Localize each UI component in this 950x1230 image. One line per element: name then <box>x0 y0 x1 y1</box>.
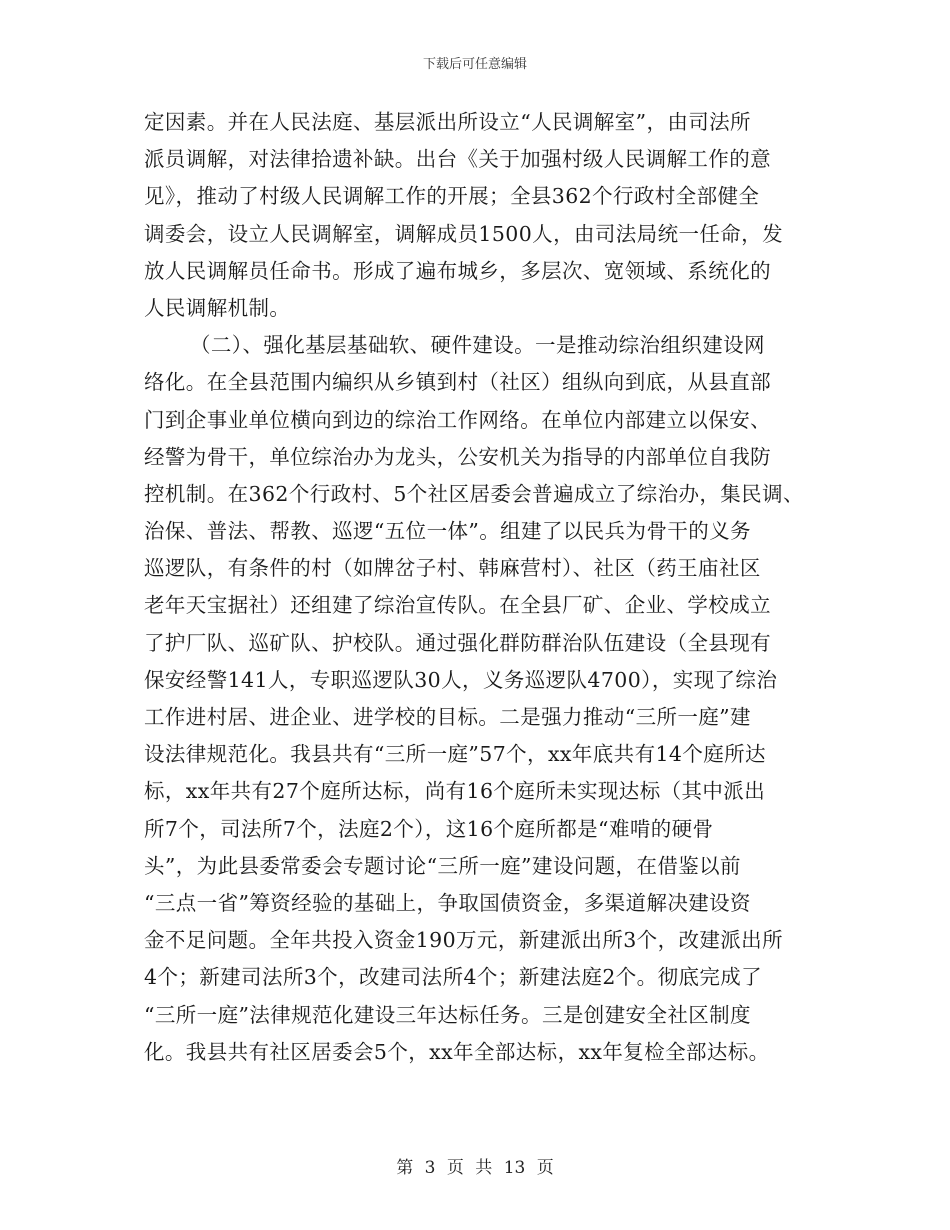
text-line: 经警为骨干，单位综治办为龙头，公安机关为指导的内部单位自我防 <box>144 444 771 469</box>
text-line: 人民调解机制。 <box>144 295 291 320</box>
text-line: 见》，推动了村级人民调解工作的开展；全县362个行政村全部健全 <box>144 184 760 209</box>
text-line: 控机制。在362个行政村、5个社区居委会普遍成立了综治办，集民调、 <box>144 481 804 506</box>
text-line: “三所一庭”法律规范化建设三年达标任务。三是创建安全社区制度 <box>144 1002 751 1027</box>
text-line: 派员调解，对法律拾遗补缺。出台《关于加强村级人民调解工作的意 <box>144 147 771 172</box>
text-line: 定因素。并在人民法庭、基层派出所设立“人民调解室”，由司法所 <box>144 110 751 134</box>
text-line: “三点一省”筹资经验的基础上，争取国债资金，多渠道解决建设资 <box>144 890 751 915</box>
text-line: 化。我县共有社区居委会5个，xx年全部达标，xx年复检全部达标。 <box>144 1039 770 1064</box>
text-line: 门到企事业单位横向到边的综治工作网络。在单位内部建立以保安、 <box>144 407 771 432</box>
text-line: 治保、普法、帮教、巡逻“五位一体”。组建了以民兵为骨干的义务 <box>144 519 751 544</box>
text-line: 巡逻队，有条件的村（如牌岔子村、韩麻营村）、社区（药王庙社区 <box>144 556 761 581</box>
text-line: 所7个，司法所7个，法庭2个），这16个庭所都是“难啃的硬骨 <box>144 816 714 841</box>
page-header: 下载后可任意编辑 <box>422 57 527 72</box>
text-line: 老年天宝据社）还组建了综治宣传队。在全县厂矿、企业、学校成立 <box>144 593 771 618</box>
page-number-footer: 第 3 页 共 13 页 <box>396 1158 554 1178</box>
paragraph-start-line: （二）、强化基层基础软、硬件建设。一是推动综治组织建设网 <box>190 333 765 358</box>
text-line: 调委会，设立人民调解室，调解成员1500人，由司法局统一任命，发 <box>144 221 783 246</box>
text-line: 工作进村居、进企业、进学校的目标。二是强力推动“三所一庭”建 <box>144 705 751 729</box>
text-line: 络化。在全县范围内编织从乡镇到村（社区）组纵向到底，从县直部 <box>144 370 771 395</box>
text-line: 4个；新建司法所3个，改建司法所4个；新建法庭2个。彻底完成了 <box>144 965 763 990</box>
text-line: 金不足问题。全年共投入资金190万元，新建派出所3个，改建派出所 <box>144 928 783 953</box>
text-line: 放人民调解员任命书。形成了遍布城乡，多层次、宽领域、系统化的 <box>144 258 771 283</box>
document-body <box>144 104 844 1071</box>
text-line: 设法律规范化。我县共有“三所一庭”57个，xx年底共有14个庭所达 <box>144 742 766 767</box>
text-line: 了护厂队、巡矿队、护校队。通过强化群防群治队伍建设（全县现有 <box>144 630 771 655</box>
text-line: 标，xx年共有27个庭所达标，尚有16个庭所未实现达标（其中派出 <box>144 779 766 804</box>
text-line: 保安经警141人，专职巡逻队30人，义务巡逻队4700），实现了综治 <box>144 667 778 692</box>
text-line: 头”，为此县委常委会专题讨论“三所一庭”建设问题，在借鉴以前 <box>144 853 741 878</box>
